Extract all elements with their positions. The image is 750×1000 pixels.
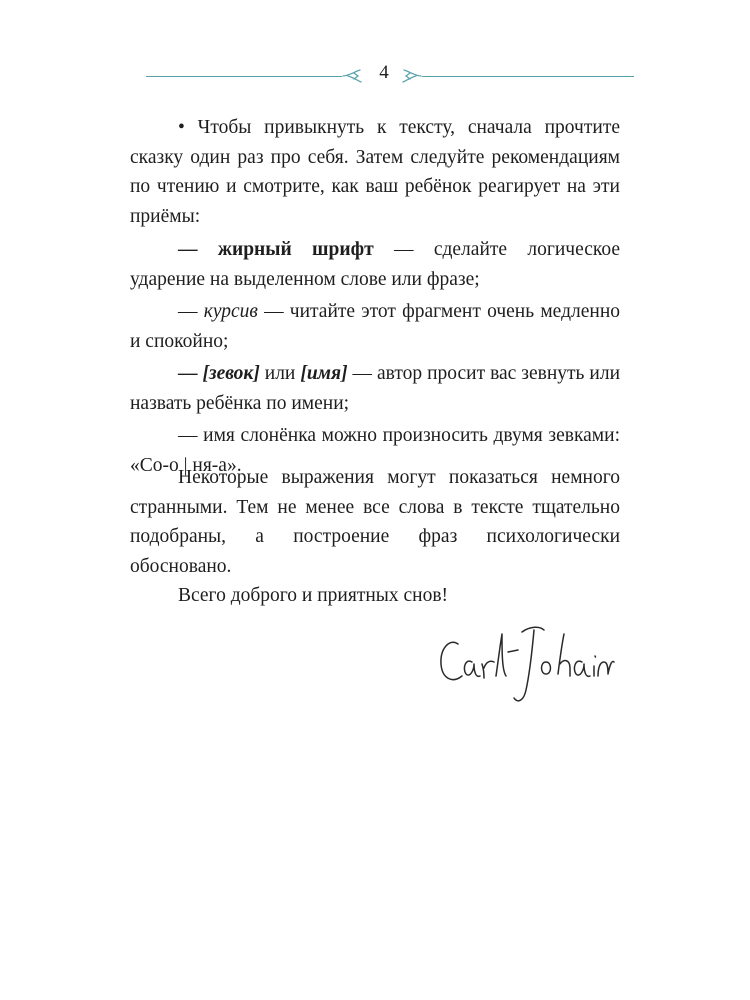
elephant-name-text: — имя слонёнка можно произносить двумя зевками: «Со-о | ня-а». [130,425,620,476]
italic-description: — читайте этот фрагмент очень медленно и спокойно; [130,301,620,352]
list-item-yawn [130,359,620,418]
ornament-right-icon [400,67,422,85]
page-number: 4 [379,62,389,83]
ornament-left-icon [342,67,364,85]
intro-paragraph [130,113,620,231]
bullet: • [178,117,185,138]
header-rule-left [146,76,342,77]
closing-paragraph: Некоторые выражения могут показаться немного странными. Тем не менее все слова в тексте тщательно подобраны, а построение фраз психологически обосновано. [130,467,620,577]
instructions-block [130,113,620,489]
yawn-description: — автор просит вас зевнуть или назвать ребёнка по имени; [130,363,621,414]
name-term: [имя] [300,363,348,384]
yawn-or: или [259,363,301,384]
header-rule-right [422,76,634,77]
page-header [146,62,634,92]
closing-block [130,463,620,620]
yawn-term: [зевок] [202,363,260,384]
list-item-italic [130,297,620,356]
list-item-bold [130,235,620,294]
farewell-line: Всего доброго и приятных снов! [178,585,449,606]
yawn-dash: — [178,363,203,384]
bold-description: — сделайте логическое ударение на выделенном слове или фразе; [130,239,621,290]
bold-dash: — [178,239,218,260]
author-signature [436,612,616,722]
italic-term: курсив [203,301,258,322]
intro-text: Чтобы привыкнуть к тексту, сначала прочтите сказку один раз про себя. Затем следуйте рекомендациям по чтению и смотрите, как ваш ребёнок реагирует на эти приёмы: [130,117,620,227]
bold-term: жирный шрифт [217,239,374,260]
italic-dash: — [178,301,204,322]
